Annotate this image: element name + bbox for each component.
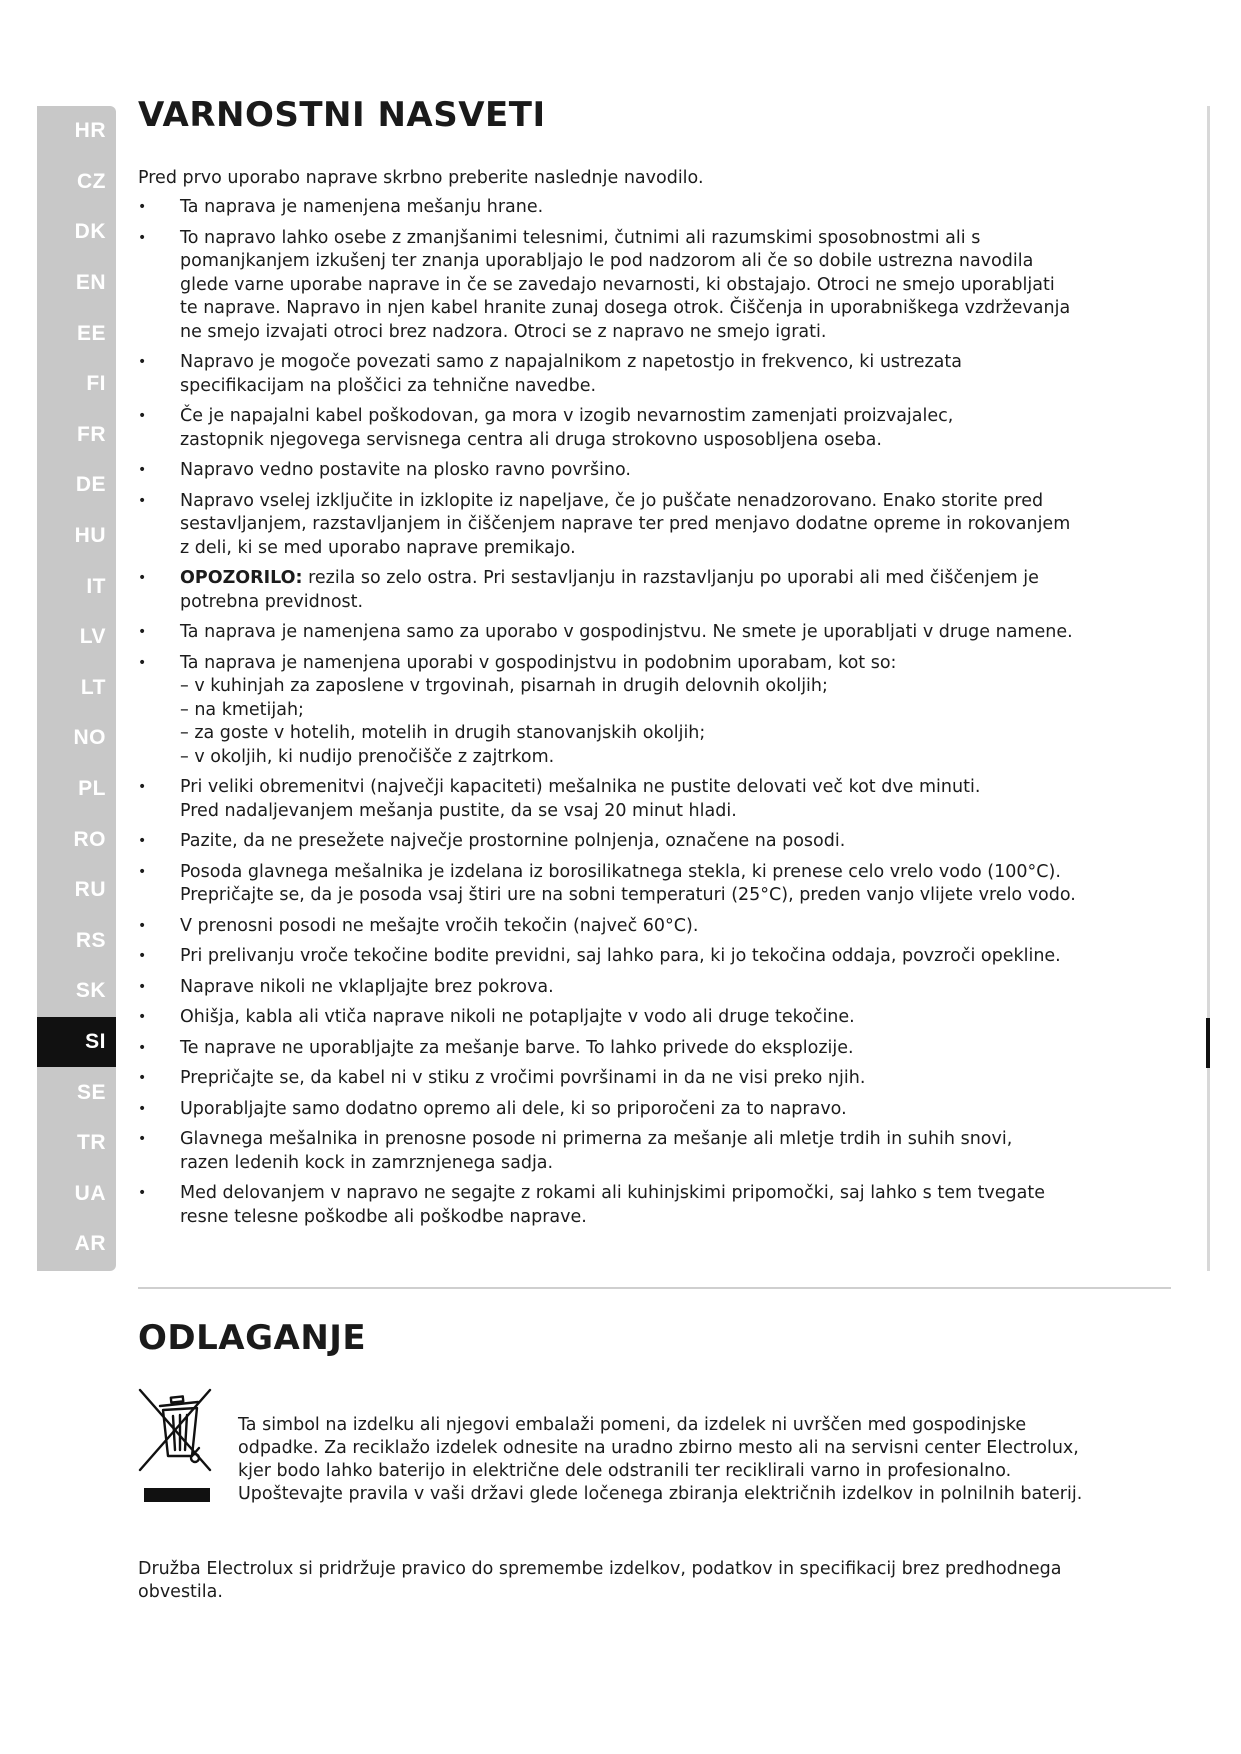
language-tab-fr[interactable]: FR	[77, 422, 106, 446]
safety-list	[138, 196, 1138, 1229]
language-tab-rs[interactable]: RS	[75, 928, 106, 952]
language-tab-si[interactable]: SI	[37, 1017, 116, 1068]
language-tab-tr[interactable]: TR	[77, 1131, 106, 1155]
safety-item-text: Uporabljajte samo dodatno opremo ali dele, ki so priporočeni za to napravo.	[180, 1098, 847, 1119]
bullet-icon: •	[138, 492, 147, 509]
safety-item-text: Ta naprava je namenjena samo za uporabo v gospodinjstvu. Ne smete je uporabljati v druge namene.	[180, 622, 1073, 642]
safety-item	[138, 1006, 1138, 1030]
safety-item-text: Pazite, da ne presežete največje prostornine polnjenja, označene na posodi.	[180, 831, 846, 851]
safety-item-text: Prepričajte se, da kabel ni v stiku z vročimi površinami in da ne visi preko njih.	[180, 1068, 866, 1088]
language-tab-cz[interactable]: CZ	[77, 169, 106, 193]
language-tab-hu[interactable]: HU	[74, 524, 106, 548]
language-sidebar	[37, 106, 116, 1271]
bullet-icon: •	[138, 833, 147, 849]
bullet-icon: •	[138, 1039, 147, 1056]
section-divider	[138, 1287, 1171, 1289]
language-tab-ru[interactable]: RU	[74, 878, 106, 902]
bullet-icon: •	[138, 1070, 147, 1086]
language-tab-it[interactable]: IT	[86, 574, 106, 598]
bullet-icon: •	[138, 570, 147, 586]
safety-item-text: rezila so zelo ostra. Pri sestavljanju in razstavljanju po uporabi ali med čiščenjem je potrebna previdnost.	[180, 568, 1039, 612]
safety-item	[138, 915, 1138, 939]
page-edge-marker	[1206, 1018, 1210, 1068]
disposal-title: ODLAGANJE	[138, 1318, 367, 1358]
bullet-icon: •	[138, 863, 147, 880]
bullet-icon: •	[138, 654, 147, 671]
bullet-icon: •	[138, 354, 147, 370]
bullet-icon: •	[138, 917, 147, 934]
bullet-icon: •	[138, 948, 147, 964]
language-tab-pl[interactable]: PL	[78, 777, 106, 801]
bullet-icon: •	[138, 624, 147, 640]
language-tab-ar[interactable]: AR	[74, 1232, 106, 1256]
safety-item-text: V prenosni posodi ne mešajte vročih tekočin (največ 60°C).	[180, 915, 699, 936]
bullet-icon: •	[138, 978, 147, 995]
safety-item	[138, 861, 1138, 908]
page-edge-rule	[1207, 106, 1210, 1271]
language-tab-de[interactable]: DE	[75, 473, 106, 497]
safety-item-text: Napravo vedno postavite na plosko ravno površino.	[180, 460, 631, 480]
language-tab-en[interactable]: EN	[75, 271, 106, 295]
bullet-icon: •	[138, 779, 147, 795]
bullet-icon: •	[138, 229, 147, 246]
safety-intro: Pred prvo uporabo naprave skrbno preberite naslednje navodilo.	[138, 168, 704, 188]
language-tab-fi[interactable]: FI	[86, 372, 106, 396]
bullet-icon: •	[138, 199, 147, 215]
language-tab-ee[interactable]: EE	[76, 321, 106, 345]
safety-title: VARNOSTNI NASVETI	[138, 95, 546, 135]
bullet-icon: •	[138, 1131, 147, 1147]
language-tab-dk[interactable]: DK	[74, 220, 106, 244]
bullet-icon: •	[138, 462, 147, 478]
safety-item-text: Med delovanjem v napravo ne segajte z rokami ali kuhinjskimi pripomočki, saj lahko s tem tvegate resne telesne poškodbe ali poškodbe naprave.	[180, 1183, 1046, 1227]
language-tab-lv[interactable]: LV	[79, 625, 106, 649]
safety-item	[138, 459, 1138, 483]
disposal-text: Ta simbol na izdelku ali njegovi embalaži pomeni, da izdelek ni uvrščen med gospodinjske odpadke. Za reciklažo izdelek odnesite na uradno zbirno mesto ali na servisni center Electrolux, kjer bodo lahko baterijo in električne dele odstranili ter reciklirali varno in profesionalno. Upoštevajte pravila v vaši državi glede ločenega zbiranja električnih izdelkov in polnilnih baterij.	[238, 1414, 1083, 1504]
weee-crossed-bin-icon	[136, 1386, 216, 1508]
safety-item-text: Ohišja, kabla ali vtiča naprave nikoli ne potapljajte v vodo ali druge tekočine.	[180, 1007, 855, 1027]
footer-notice: Družba Electrolux si pridržuje pravico do spremembe izdelkov, podatkov in specifikacij brez predhodnega obvestila.	[138, 1558, 1062, 1602]
safety-item-text: Te naprave ne uporabljajte za mešanje barve. To lahko privede do eksplozije.	[180, 1037, 854, 1058]
language-tab-hr[interactable]: HR	[74, 119, 106, 143]
safety-item	[138, 1037, 1138, 1061]
language-tab-se[interactable]: SE	[76, 1080, 106, 1104]
safety-item-text: Napravo je mogoče povezati samo z napajalnikom z napetostjo in frekvenco, ki ustrezata specifikacijam na ploščici za tehnične navedbe.	[180, 352, 962, 396]
safety-item	[138, 351, 1138, 398]
safety-section	[138, 95, 1138, 1236]
safety-item-text: Ta naprava je namenjena uporabi v gospodinjstvu in podobnim uporabam, kot so: – v kuhinjah za zaposlene v trgovinah, pisarnah in drugih delovnih okoljih; – na kmetijah; – za goste v hotelih, motelih in drugih stanovanjskih okoljih; – v okoljih, ki nudijo prenočišče z zajtrkom.	[180, 652, 897, 767]
language-tab-ua[interactable]: UA	[74, 1181, 106, 1205]
bullet-icon: •	[138, 1009, 147, 1025]
safety-item	[138, 776, 1138, 823]
safety-item	[138, 1182, 1138, 1229]
safety-item-text: Če je napajalni kabel poškodovan, ga mora v izogib nevarnostim zamenjati proizvajalec, zastopnik njegovega servisnega centra ali druga strokovno usposobljena oseba.	[180, 406, 954, 450]
bullet-icon: •	[138, 408, 147, 424]
safety-item-text: Posoda glavnega mešalnika je izdelana iz borosilikatnega stekla, ki prenese celo vrelo vodo (100°C). Prepričajte se, da je posoda vsaj štiri ure na sobni temperaturi (25°C), preden vanjo vlijete vrelo vodo.	[180, 861, 1076, 905]
safety-item-text: Pri prelivanju vroče tekočine bodite previdni, saj lahko para, ki jo tekočina oddaja, povzroči opekline.	[180, 946, 1061, 966]
safety-item	[138, 621, 1138, 645]
language-tab-lt[interactable]: LT	[80, 675, 106, 699]
safety-item	[138, 567, 1138, 614]
safety-item	[138, 490, 1138, 561]
safety-item	[138, 196, 1138, 220]
language-tab-no[interactable]: NO	[73, 726, 106, 750]
safety-item-text: Ta naprava je namenjena mešanju hrane.	[180, 197, 544, 217]
warning-label: OPOZORILO:	[180, 568, 303, 588]
safety-item-text: Pri veliki obremenitvi (največji kapaciteti) mešalnika ne pustite delovati več kot dve minuti. Pred nadaljevanjem mešanja pustite, da se vsaj 20 minut hladi.	[180, 777, 981, 821]
safety-item	[138, 405, 1138, 452]
safety-item	[138, 945, 1138, 969]
language-tab-sk[interactable]: SK	[75, 979, 106, 1003]
safety-item-text: Napravo vselej izključite in izklopite iz napeljave, če jo puščate nenadzorovano. Enako storite pred sestavljanjem, razstavljanjem in čiščenjem naprave ter pred menjavo dodatne opreme in rokovanjem z deli, ki se med uporabo naprave premikajo.	[180, 490, 1071, 558]
safety-item	[138, 227, 1138, 345]
safety-item	[138, 1067, 1138, 1091]
safety-item	[138, 976, 1138, 1000]
safety-item	[138, 1098, 1138, 1122]
safety-item-text: Glavnega mešalnika in prenosne posode ni primerna za mešanje ali mletje trdih in suhih snovi, razen ledenih kock in zamrznjenega sadja.	[180, 1129, 1013, 1173]
safety-item-text: Naprave nikoli ne vklapljajte brez pokrova.	[180, 976, 554, 997]
safety-item-text: To napravo lahko osebe z zmanjšanimi telesnimi, čutnimi ali razumskimi sposobnostmi ali s pomanjkanjem izkušenj ter znanja uporabljajo le pod nadzorom ali če so dobile ustrezna navodila glede varne uporabe naprave in če se zavedajo nevarnosti, ki obstajajo. Otroci ne smejo uporabljati te naprave. Napravo in njen kabel hranite zunaj dosega otrok. Čiščenja in uporabniškega vzdrževanja ne smejo izvajati otroci brez nadzora. Otroci se z napravo ne smejo igrati.	[180, 227, 1071, 342]
safety-item	[138, 1128, 1138, 1175]
language-tab-ro[interactable]: RO	[73, 827, 106, 851]
bullet-icon: •	[138, 1100, 147, 1117]
bullet-icon: •	[138, 1185, 147, 1201]
safety-item	[138, 830, 1138, 854]
safety-item	[138, 652, 1138, 770]
